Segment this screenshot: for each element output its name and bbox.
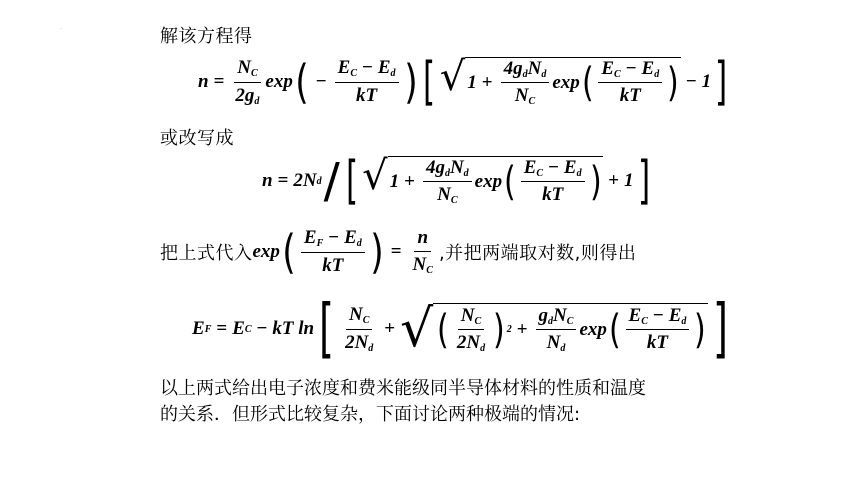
fraction-ec-ed-kt (335, 57, 399, 106)
right-paren: ) (370, 225, 384, 279)
fraction-4gdnd-nc (501, 58, 550, 108)
func-exp: exp (579, 318, 607, 340)
sub-d: d (522, 68, 528, 80)
sym-N: N (514, 85, 529, 106)
equals-sign: = (216, 318, 228, 339)
fraction-nc-2nd (342, 304, 376, 354)
square-root (439, 53, 681, 108)
sym-E: E (303, 227, 317, 249)
var-n: n (198, 71, 209, 92)
sym-N: N (237, 57, 251, 78)
sub-d: d (316, 175, 322, 187)
sym-g: g (435, 156, 445, 178)
minus-sign: − (328, 227, 340, 249)
sym-E: E (523, 156, 537, 178)
num-1: 1 (624, 170, 634, 191)
sym-E: E (628, 304, 642, 326)
left-bracket: [ (319, 292, 335, 366)
minus-sign: − (361, 57, 373, 79)
sym-k: k (322, 254, 332, 276)
right-bracket: ] (715, 52, 728, 112)
sub-C: C (362, 315, 370, 326)
num-2: 2 (293, 170, 303, 191)
fraction-ec-ed-kt (626, 305, 690, 354)
sub-F: F (316, 238, 324, 250)
sub-d: d (444, 167, 450, 179)
sym-k: k (619, 85, 630, 107)
sub-d: d (548, 315, 554, 327)
sub-d: d (480, 343, 486, 354)
sym-k: k (646, 332, 657, 354)
radical-sign: √ (439, 53, 466, 100)
radicand (388, 156, 604, 207)
sym-N: N (553, 304, 567, 326)
sym-E: E (641, 57, 655, 79)
sym-N: N (412, 254, 427, 276)
minus-sign: − (548, 156, 559, 178)
sym-k: k (542, 184, 552, 206)
sub-d: d (463, 167, 469, 179)
left-paren: ( (282, 225, 296, 279)
sym-E: E (601, 57, 615, 79)
sub-C: C (426, 265, 433, 277)
sym-T: T (629, 85, 641, 107)
equals-sign: = (277, 170, 289, 191)
sub-d: d (560, 343, 566, 354)
substitution-line (160, 222, 636, 282)
left-bracket: [ (423, 52, 436, 112)
minus-sign: − (685, 71, 697, 92)
equation-n-solution (198, 52, 731, 112)
fraction-n-nc (410, 227, 436, 276)
right-paren: ) (403, 55, 418, 109)
sub-C: C (474, 315, 482, 327)
fraction-gdnc-nd (536, 305, 577, 355)
sym-T: T (551, 184, 564, 206)
sub-C: C (244, 323, 252, 335)
square-root (400, 299, 708, 359)
radical-sign: √ (400, 299, 434, 359)
sub-C: C (536, 167, 544, 179)
sym-T: T (656, 332, 668, 354)
sym-E: E (337, 57, 351, 79)
left-bracket: [ (345, 151, 359, 211)
equals-sign: = (390, 241, 402, 262)
sym-E: E (668, 304, 682, 326)
sym-N: N (449, 156, 464, 178)
minus-sign: − (315, 71, 327, 92)
func-exp: exp (252, 241, 280, 262)
num-1: 1 (467, 71, 477, 93)
sym-k: k (272, 318, 282, 339)
minus-sign: − (625, 57, 637, 79)
label-rewrite: 或改写成 (160, 128, 234, 149)
plus-sign: + (404, 170, 415, 192)
fraction-ec-ed-kt (521, 157, 585, 206)
sym-E: E (192, 318, 205, 339)
sub-C: C (641, 315, 648, 327)
num-1: 1 (701, 71, 712, 92)
sub-C: C (614, 68, 621, 80)
fraction-ef-ed-kt (301, 227, 365, 276)
left-paren: ( (295, 55, 309, 109)
num-4: 4 (425, 156, 436, 178)
exponent-2: 2 (506, 324, 512, 335)
left-paren: ( (581, 59, 594, 106)
sub-C: C (250, 68, 258, 79)
equation-fermi-level (192, 292, 733, 366)
sub-d: d (368, 342, 374, 354)
var-n: n (417, 227, 429, 249)
sub-d: d (654, 68, 660, 80)
minus-sign: − (256, 318, 268, 339)
right-paren: ) (694, 306, 707, 353)
sym-E: E (232, 318, 245, 339)
sub-d: d (254, 95, 260, 107)
fraction-nc-2gd (232, 57, 262, 107)
division-slash: / (323, 153, 340, 209)
var-n: n (262, 170, 273, 191)
paragraph-line-2: 的关系．但形式比较复杂，下面讨论两种极端的情况: (160, 404, 581, 425)
sym-N: N (437, 184, 451, 205)
func-exp: exp (265, 71, 293, 92)
equation-n-rewritten (262, 150, 654, 212)
sub-C: C (528, 96, 536, 107)
right-paren: ) (493, 306, 505, 353)
plus-sign: + (516, 318, 528, 340)
square-root (362, 152, 603, 207)
sym-E: E (377, 57, 391, 79)
sym-N: N (348, 304, 363, 325)
plus-sign: + (384, 318, 396, 339)
sub-C: C (566, 315, 574, 327)
num-4: 4 (503, 57, 514, 79)
label-solve: 解该方程得 (160, 26, 253, 47)
right-bracket: ] (637, 151, 650, 211)
num-1: 1 (389, 170, 400, 192)
radical-sign: √ (362, 152, 388, 199)
closing-paragraph (160, 376, 646, 428)
sub-C: C (350, 68, 357, 80)
func-exp: exp (474, 170, 503, 192)
minus-sign: − (652, 304, 664, 326)
num-2: 2 (345, 331, 355, 353)
plus-sign: + (608, 170, 620, 191)
sym-T: T (331, 254, 344, 276)
sym-E: E (344, 227, 357, 249)
func-ln: ln (298, 318, 315, 339)
label-substitute: 把上式代入 (160, 243, 253, 264)
num-2: 2 (456, 332, 467, 353)
sym-N: N (466, 332, 481, 353)
sym-N: N (527, 57, 542, 79)
fraction-ec-ed-kt (598, 58, 662, 107)
sym-g: g (513, 57, 523, 79)
sym-T: T (365, 84, 378, 106)
sym-N: N (302, 170, 317, 191)
radicand (433, 303, 708, 355)
left-paren: ( (504, 158, 516, 205)
fraction-4gdnd-nc (423, 157, 472, 207)
label-take-log: ,并把两端取对数,则得出 (438, 243, 637, 264)
sym-N: N (354, 331, 369, 353)
stray-dot: · (60, 26, 62, 33)
paragraph-line-1: 以上两式给出电子浓度和费米能级同半导体材料的性质和温度 (160, 378, 646, 399)
radicand (465, 57, 681, 108)
sym-k: k (356, 84, 366, 106)
sub-d: d (390, 68, 396, 80)
sym-E: E (563, 156, 577, 178)
sym-T: T (281, 318, 294, 339)
num-2: 2 (235, 84, 245, 106)
right-bracket: ] (712, 292, 728, 366)
sub-d: d (356, 238, 362, 250)
sub-d: d (541, 68, 547, 80)
sym-g: g (538, 304, 549, 326)
sub-d: d (681, 315, 687, 327)
left-paren: ( (608, 306, 621, 353)
sym-N: N (460, 304, 475, 326)
sub-C: C (450, 195, 458, 206)
sub-d: d (576, 167, 582, 179)
right-paren: ) (589, 158, 602, 205)
sub-F: F (204, 323, 212, 335)
left-paren: ( (437, 306, 449, 353)
equals-sign: = (213, 71, 225, 92)
plus-sign: + (481, 71, 493, 93)
right-paren: ) (667, 59, 679, 106)
func-exp: exp (552, 71, 580, 93)
sym-g: g (244, 84, 255, 106)
fraction-nc-2nd (454, 305, 488, 355)
sym-N: N (546, 332, 561, 353)
